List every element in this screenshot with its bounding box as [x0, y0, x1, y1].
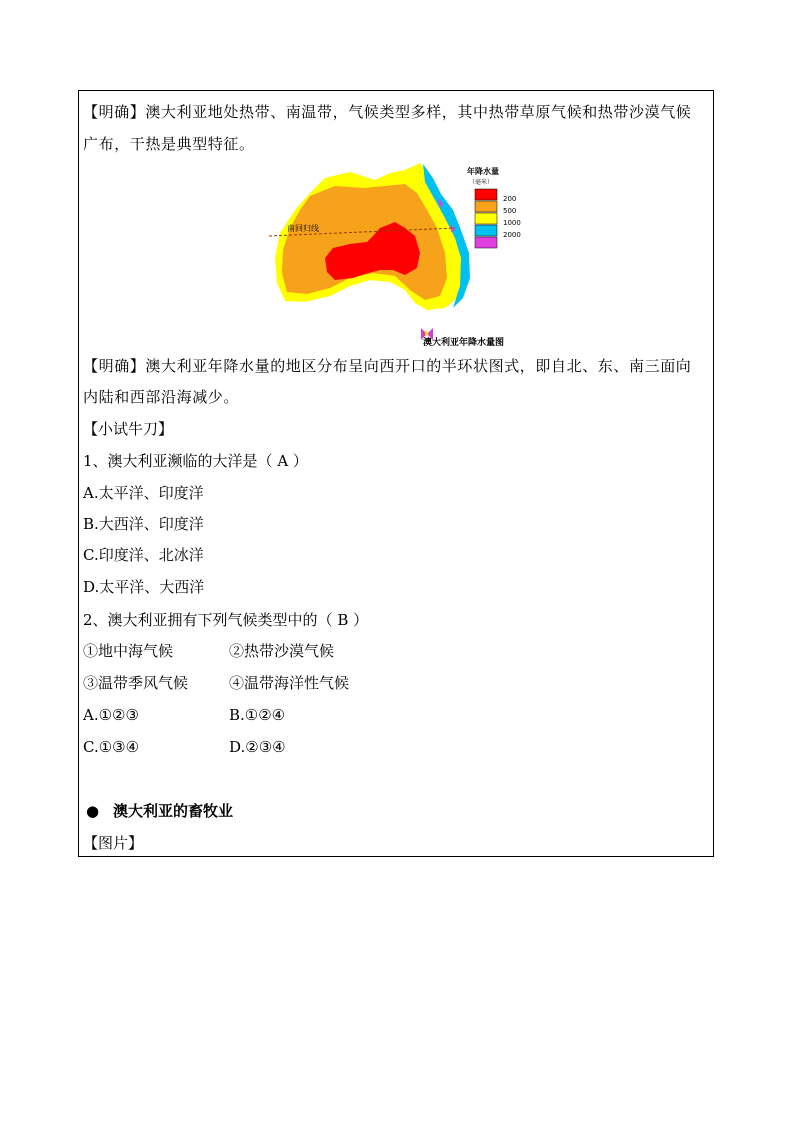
q2-stem: 2、澳大利亚拥有下列气候类型中的（ B ）	[83, 611, 369, 629]
legend	[475, 189, 521, 248]
legend-label: 2000	[503, 231, 521, 239]
para1-line2: 广布，干热是典型特征。	[83, 135, 255, 153]
q2-item-3: ③温带季风气候	[83, 674, 189, 692]
q2-option-a: A.①②③	[83, 706, 139, 724]
legend-label: 200	[503, 195, 517, 203]
legend-swatch	[475, 237, 497, 248]
q2-option-d: D.②③④	[229, 738, 286, 756]
practice-title: 【小试牛刀】	[83, 420, 174, 438]
legend-swatch	[475, 225, 497, 236]
legend-label: 500	[503, 207, 517, 215]
q1-option-b: B.大西洋、印度洋	[83, 515, 204, 533]
section-title: 澳大利亚的畜牧业	[113, 802, 234, 820]
bullet-icon: ●	[86, 802, 100, 820]
q2-item-1: ①地中海气候	[83, 642, 174, 660]
map-caption: 澳大利亚年降水量图	[423, 338, 505, 348]
q2-item-4: ④温带海洋性气候	[229, 674, 350, 692]
tropic-label: 南回归线	[287, 224, 319, 233]
q1-stem: 1、澳大利亚濒临的大洋是（ A ）	[83, 452, 308, 470]
q2-option-c: C.①③④	[83, 738, 140, 756]
para2-line1: 【明确】澳大利亚年降水量的地区分布呈向西开口的半环状图式，即自北、东、南三面向	[83, 357, 692, 375]
legend-swatch	[475, 213, 497, 224]
q1-option-d: D.太平洋、大西洋	[83, 578, 205, 596]
picture-label: 【图片】	[83, 834, 144, 852]
q1-option-a: A.太平洋、印度洋	[83, 484, 204, 502]
legend-title: 年降水量	[467, 167, 499, 176]
legend-swatch	[475, 189, 497, 200]
q1-option-c: C.印度洋、北冰洋	[83, 546, 204, 564]
q2-item-2: ②热带沙漠气候	[229, 642, 335, 660]
para1-line1: 【明确】澳大利亚地处热带、南温带，气候类型多样，其中热带草原气候和热带沙漠气候	[83, 103, 692, 121]
legend-unit: （毫米）	[469, 179, 494, 186]
legend-label: 1000	[503, 219, 521, 227]
legend-swatch	[475, 201, 497, 212]
q2-option-b: B.①②④	[229, 706, 286, 724]
para2-line2: 内陆和西部沿海减少。	[83, 388, 240, 406]
australia-rainfall-map	[255, 158, 545, 350]
